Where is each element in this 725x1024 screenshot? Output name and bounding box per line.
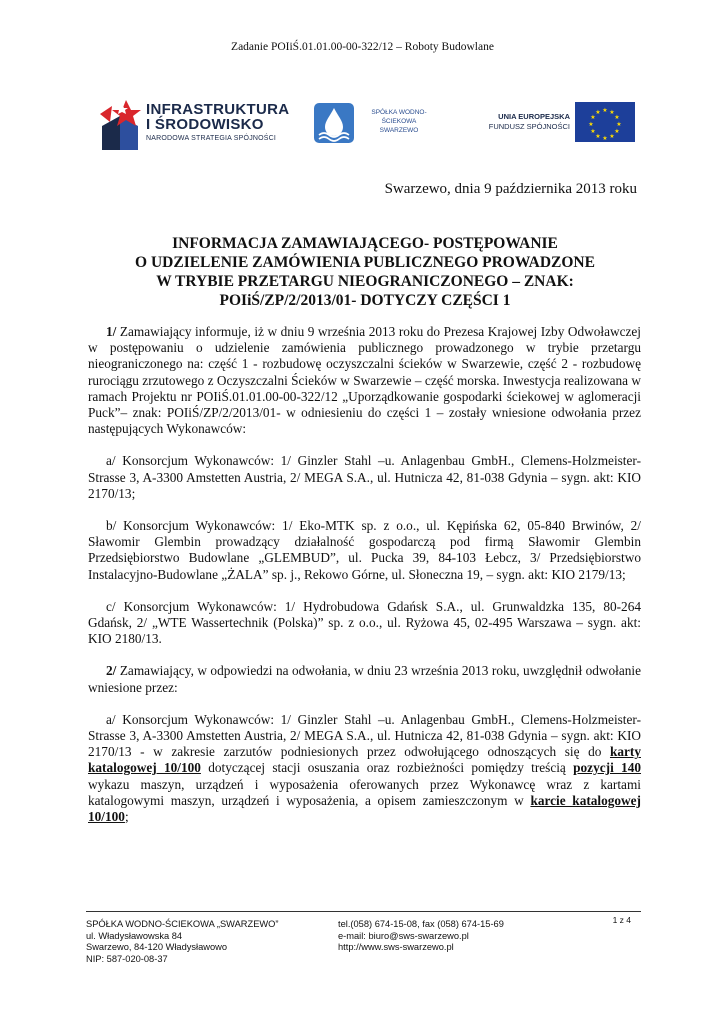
- accepted-appeal-text-3: wykazu maszyn, urządzeń i wyposażenia oferowanych przez Wykonawcę wraz z kartami katalogowymi maszyn, urządzeń i wyposażenia, a opisem zamieszczonym w: [88, 776, 641, 808]
- svg-text:★: ★: [602, 135, 608, 142]
- svg-text:★: ★: [609, 109, 615, 116]
- document-body: [88, 324, 641, 841]
- catalog-card-ref-1: karty katalogowej 10/100: [88, 744, 641, 776]
- title-line-1: INFORMACJA ZAMAWIAJĄCEGO- POSTĘPOWANIE: [172, 235, 558, 252]
- svg-text:★: ★: [590, 114, 596, 121]
- infrastruktura-line2: I ŚRODOWISKO: [146, 116, 264, 133]
- accepted-appeal-text-1: a/ Konsorcjum Wykonawców: 1/ Ginzler Stahl –u. Anlagenbau GmbH., Clemens-Holzmeister- Strasse 3, A-3300 Amstetten Austria, 2/ MEGA S.A., ul. Hutnicza 42, 81-038 Gdynia – sygn. akt: KIO 2170/13 - w zakresie zarzutów podniesionych przez odwołującego odnoszących się do: [88, 711, 641, 760]
- accepted-appeal-text-4: ;: [124, 809, 129, 825]
- logo-bar: [98, 96, 638, 150]
- svg-text:★: ★: [609, 133, 615, 140]
- svg-text:★: ★: [602, 107, 608, 114]
- svg-text:★: ★: [590, 128, 596, 135]
- eu-line2: FUNDUSZ SPÓJNOŚCI: [488, 122, 570, 131]
- infrastruktura-emblem-icon: [98, 96, 142, 150]
- infrastruktura-line1: INFRASTRUKTURA: [146, 101, 290, 118]
- eu-logo: [485, 96, 645, 150]
- eu-line1: UNIA EUROPEJSKA: [498, 112, 570, 121]
- footer-company: SPÓŁKA WODNO-ŚCIEKOWA „SWARZEWO”: [86, 919, 279, 929]
- footer-street: ul. Władysławowska 84: [86, 930, 183, 941]
- footer-nip: NIP: 587-020-08-37: [86, 953, 168, 964]
- svg-text:★: ★: [588, 121, 594, 128]
- title-line-4: POIiŚ/ZP/2/2013/01- DOTYCZY CZĘŚCI 1: [219, 292, 511, 309]
- accepted-appeal-text-2: dotyczącej stacji osuszania oraz rozbieżności pomiędzy treścią: [200, 760, 574, 776]
- infrastruktura-line3: NARODOWA STRATEGIA SPÓJNOŚCI: [146, 135, 277, 142]
- svg-text:★: ★: [595, 109, 601, 116]
- infrastruktura-logo: [98, 96, 298, 150]
- footer-contact: [338, 919, 504, 954]
- eu-flag-icon: [575, 102, 635, 142]
- svg-text:★: ★: [614, 114, 620, 121]
- document-date: Swarzewo, dnia 9 października 2013 roku: [384, 181, 637, 197]
- svg-text:★: ★: [595, 133, 601, 140]
- footer-email[interactable]: e-mail: biuro@sws-swarzewo.pl: [338, 930, 469, 941]
- paragraph-2-text: Zamawiający, w odpowiedzi na odwołania, w dniu 23 września 2013 roku, uwzględnił odwołanie wniesione przez:: [88, 663, 641, 695]
- position-140-ref: pozycji 140: [573, 760, 642, 776]
- title-line-2: O UDZIELENIE ZAMÓWIENIA PUBLICZNEGO PROWADZONE: [135, 254, 595, 271]
- footer-city: Swarzewo, 84-120 Władysławowo: [86, 942, 228, 952]
- document-title: [95, 234, 635, 310]
- sws-line2: SWARZEWO: [379, 127, 419, 134]
- footer-divider: [86, 911, 641, 912]
- title-line-3: W TRYBIE PRZETARGU NIEOGRANICZONEGO – ZNAK:: [156, 273, 574, 290]
- footer-address: [86, 919, 279, 965]
- sws-line1: SPÓŁKA WODNO-ŚCIEKOWA: [371, 109, 427, 125]
- page-number: 1 z 4: [612, 915, 631, 925]
- paragraph-2: [88, 663, 641, 695]
- sws-logo: [313, 96, 453, 150]
- footer-phone: tel.(058) 674-15-08, fax (058) 674-15-69: [338, 919, 504, 929]
- paragraph-1-number: 1/: [106, 324, 117, 339]
- svg-text:★: ★: [616, 121, 622, 128]
- accepted-appeal-a: [88, 712, 641, 825]
- svg-text:★: ★: [614, 128, 620, 135]
- paragraph-1-text: Zamawiający informuje, iż w dniu 9 września 2013 roku do Prezesa Krajowej Izby Odwoławczej w postępowaniu o udzielenie zamówienia publicznego prowadzonego w trybie przetargu nieograniczonego na: część 1 - rozbudowę oczyszczalni ścieków w Swarzewie, część 2 - rozbudowę rurociągu zrzutowego z Oczyszczalni Ścieków w Swarzewie – część morska. Inwestycja realizowana w ramach Projektu nr POIiŚ.01.01.00-00-322/12 „Uporządkowanie gospodarki ściekowej w aglomeracji Puck”– znak: POIiŚ/ZP/2/2013/01- w odniesieniu do części 1 – zostały wniesione odwołania przez następujących Wykonawców:: [88, 324, 641, 437]
- paragraph-2-number: 2/: [106, 663, 117, 679]
- footer-website[interactable]: http://www.sws-swarzewo.pl: [338, 942, 454, 952]
- appellant-a: a/ Konsorcjum Wykonawców: 1/ Ginzler Stahl –u. Anlagenbau GmbH., Clemens-Holzmeister- Strasse 3, A-3300 Amstetten Austria, 2/ MEGA S.A., ul. Hutnicza 42, 81-038 Gdynia – sygn. akt: KIO 2170/13;: [88, 453, 641, 501]
- water-drop-icon: [313, 102, 355, 144]
- paragraph-1: [88, 324, 641, 437]
- header-task-line: Zadanie POIiŚ.01.01.00-00-322/12 – Roboty Budowlane: [231, 41, 494, 53]
- appellant-c: c/ Konsorcjum Wykonawców: 1/ Hydrobudowa Gdańsk S.A., ul. Grunwaldzka 135, 80-264 Gdańsk, 2/ „WTE Wassertechnik (Polska)” sp. z o.o., ul. Ryżowa 45, 02-495 Warszawa – sygn. akt: KIO 2180/13.: [88, 598, 641, 647]
- appellant-b: b/ Konsorcjum Wykonawców: 1/ Eko-MTK sp. z o.o., ul. Kępińska 62, 05-840 Brwinów, 2/ Sławomir Glembin prowadzący działalność gospodarczą pod firmą Sławomir Glembin Przedsiębiorstwo Budowlane „GLEMBUD”, ul. Pucka 39, 84-103 Łebcz, 3/ Przedsiębiorstwo Instalacyjno-Budowlane „ŻALA” sp. j., Rekowo Górne, ul. Słoneczna 19, – sygn. akt: KIO 2179/13;: [88, 518, 641, 582]
- catalog-card-ref-2: karcie katalogowej 10/100: [88, 792, 641, 825]
